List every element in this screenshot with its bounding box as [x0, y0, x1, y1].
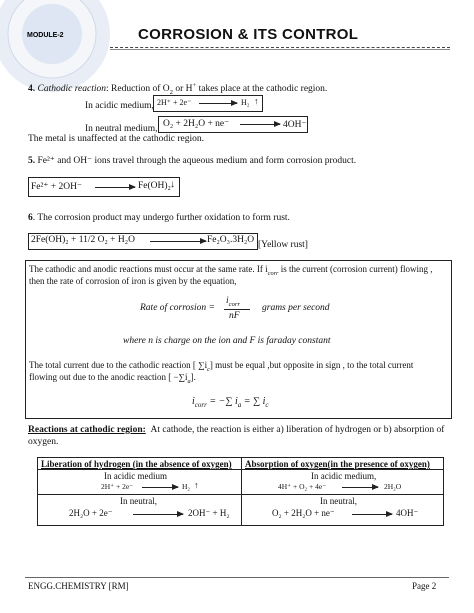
c1-acidic-label: In acidic medium: [104, 471, 167, 481]
c2-acidic-product: 2H₂O: [384, 482, 402, 491]
c2-neutral-eq: O₂ + 2H₂O + ne⁻: [272, 508, 335, 518]
c1-gas-arrow-icon: ↑: [194, 480, 199, 490]
reactions-intro-line1: Reactions at cathodic region: At cathode, the reaction is either a) liberation of hydrogen or b) absorption of: [28, 425, 445, 435]
step5-eq-left: Fe²⁺ + 2OH⁻: [31, 182, 82, 192]
step6-arrow: [150, 241, 206, 242]
neutral-product: 4OH⁻: [283, 120, 307, 130]
footer-rule: [25, 577, 449, 578]
c2-acidic-label: In acidic medium,: [311, 471, 377, 481]
acidic-eq: 2H⁺ + 2e⁻: [157, 98, 192, 107]
header-decoration: [0, 0, 120, 95]
c1-acidic-arrow: [142, 487, 178, 488]
acidic-label: In acidic medium,: [85, 101, 154, 111]
step5-line: 5. Fe²⁺ and OH⁻ ions travel through the aqueous medium and form corrosion product.: [28, 156, 357, 166]
header-rule-2: [110, 49, 450, 50]
table-col-divider: [241, 457, 242, 525]
box-para1-line1: The cathodic and anodic reactions must occur at the same rate. If $i_{corr}$ is the current (corrosion current) flowing ,: [29, 264, 433, 277]
c2-acidic-eq: 4H⁺ + O₂ + 4e⁻: [278, 482, 327, 491]
rate-numerator: $i_{corr}$: [226, 296, 241, 308]
col2-header: Absorption of oxygen(in the presence of oxygen): [245, 459, 430, 469]
c1-neutral-label: In neutral,: [120, 496, 157, 506]
rate-units: grams per second: [262, 303, 330, 313]
header-rule: [110, 47, 450, 48]
box-para2-line2: flowing out due to the anodic reaction [ $-\sum i_a$].: [29, 372, 196, 385]
box-para1-line2: then the rate of corrosion of iron is given by the equation,: [29, 276, 237, 286]
rate-fraction-bar: [224, 309, 250, 310]
precipitate-arrow-icon: ↓: [170, 179, 175, 190]
neutral-eq: O₂ + 2H₂O + ne⁻: [163, 119, 230, 129]
c1-neutral-product: 2OH⁻ + H₂: [188, 508, 230, 518]
c1-neutral-arrow: [133, 514, 183, 515]
footer-left: ENGG.CHEMISTRY [RM]: [28, 581, 129, 591]
step5-eq-right: Fe(OH)₂: [138, 181, 171, 191]
neutral-arrow: [240, 124, 280, 125]
c1-acidic-product: H₂: [182, 482, 191, 491]
c1-acidic-eq: 2H⁺ + 2e⁻: [101, 482, 134, 491]
c1-neutral-eq: 2H₂O + 2e⁻: [69, 508, 113, 518]
col1-header: Liberation of hydrogen (in the absence of oxygen): [41, 459, 232, 469]
rate-denominator: nF: [229, 311, 240, 321]
c2-neutral-product: 4OH⁻: [396, 508, 419, 518]
acidic-arrow: [199, 103, 237, 104]
c2-neutral-label: In neutral,: [320, 496, 357, 506]
footer-page-number: Page 2: [412, 581, 437, 591]
rate-label: Rate of corrosion =: [140, 303, 215, 313]
table-row-divider-2: [37, 494, 443, 495]
acidic-product: H₂: [241, 98, 250, 107]
current-equation: $i_{corr}$ = −∑ $i_a$ = ∑ $i_c$: [192, 396, 269, 409]
step5-arrow: [95, 187, 135, 188]
step4-line: 4. Cathodic reaction: Reduction of $O_2$ or H+ takes place at the cathodic region.: [28, 81, 328, 96]
c2-neutral-arrow: [352, 514, 392, 515]
module-badge: MODULE-2: [27, 32, 64, 39]
reactions-intro-line2: oxygen.: [28, 437, 59, 447]
where-line: where n is charge on the ion and F is faraday constant: [123, 336, 331, 346]
step6-eq-right: Fe₂O₃.3H₂O: [207, 235, 255, 245]
gas-arrow-icon: ↑: [254, 96, 259, 106]
c2-acidic-arrow: [342, 487, 378, 488]
step6-eq-left: 2Fe(OH)₂ + 11/2 O₂ + H₂O: [31, 235, 135, 245]
rust-label: [Yellow rust]: [258, 240, 308, 250]
box-para2-line1: The total current due to the cathodic reaction [ $\sum i_c$] must be equal ,but opposite in sign , to the total current: [29, 360, 414, 373]
page-title: CORROSION & ITS CONTROL: [138, 26, 359, 43]
table-row-divider-1: [37, 469, 443, 470]
step6-line: 6. The corrosion product may undergo further oxidation to form rust.: [28, 213, 290, 223]
step4-note: The metal is unaffected at the cathodic region.: [28, 134, 205, 144]
neutral-label: In neutral medium,: [85, 124, 158, 134]
